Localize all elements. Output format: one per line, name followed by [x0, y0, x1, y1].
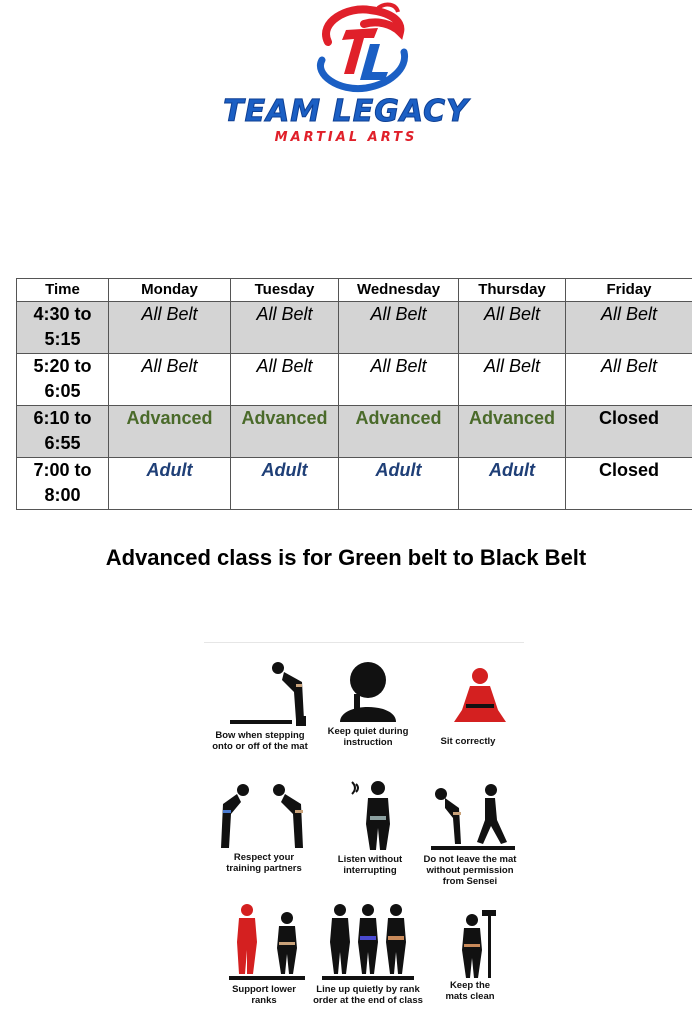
poster-divider: [204, 642, 524, 643]
advanced-class-note: Advanced class is for Green belt to Black Belt: [105, 545, 587, 570]
class-cell: Advanced: [459, 406, 566, 458]
class-cell: Adult: [459, 458, 566, 510]
time-start: 4:30 to: [33, 304, 92, 324]
header-time: Time: [17, 279, 109, 302]
caption-line: from Sensei: [442, 876, 498, 887]
class-cell: Adult: [231, 458, 339, 510]
time-start: 5:20 to: [33, 356, 92, 376]
caption-line: instruction: [343, 737, 393, 748]
class-cell: Advanced: [109, 406, 231, 458]
seated-figure-icon: [418, 664, 518, 730]
class-cell: All Belt: [339, 354, 459, 406]
time-end: 8:00: [44, 485, 81, 505]
caption-line: Respect your: [233, 852, 295, 863]
etiquette-rule-bow: [200, 660, 320, 752]
leaving-mat-icon: [415, 784, 525, 852]
header-wednesday: Wednesday: [339, 279, 459, 302]
time-slot: [17, 458, 109, 510]
caption-line: ranks: [251, 995, 277, 1006]
time-slot: [17, 406, 109, 458]
caption-line: Do not leave the mat: [423, 854, 517, 865]
caption-line: interrupting: [343, 865, 397, 876]
class-cell: All Belt: [231, 302, 339, 354]
class-cell: Advanced: [231, 406, 339, 458]
team-legacy-logo: [0, 0, 692, 150]
class-schedule-table: [16, 278, 692, 510]
logo-subtitle: MARTIAL ARTS: [274, 130, 418, 145]
bowing-figure-icon: [210, 660, 310, 728]
table-row: [17, 406, 692, 458]
support-figures-icon: [209, 902, 319, 982]
class-cell: All Belt: [231, 354, 339, 406]
caption-line: Listen without: [337, 854, 403, 865]
header-tuesday: Tuesday: [231, 279, 339, 302]
class-cell: Adult: [109, 458, 231, 510]
caption-line: onto or off of the mat: [212, 741, 308, 752]
caption-line: Keep the: [449, 980, 491, 991]
time-end: 6:55: [44, 433, 81, 453]
table-row: [17, 354, 692, 406]
header-thursday: Thursday: [459, 279, 566, 302]
class-cell: All Belt: [339, 302, 459, 354]
broom-figure-icon: [420, 906, 520, 978]
caption-line: order at the end of class: [313, 995, 423, 1006]
etiquette-rule-sit: [408, 664, 528, 747]
quiet-listener-icon: [318, 658, 418, 724]
class-cell: Adult: [339, 458, 459, 510]
schedule-header-row: [17, 279, 692, 302]
class-cell: All Belt: [459, 302, 566, 354]
class-cell: Advanced: [339, 406, 459, 458]
logo-title: TEAM LEGACY: [223, 94, 469, 129]
caption-line: mats clean: [445, 991, 495, 1002]
etiquette-rule-respect: [204, 780, 324, 874]
listening-figure-icon: [320, 778, 420, 852]
caption-line: Support lower: [232, 984, 296, 995]
etiquette-rule-clean: [410, 906, 530, 1002]
caption-line: without permission: [426, 865, 514, 876]
etiquette-rule-leave-mat: [410, 784, 530, 887]
time-slot: [17, 354, 109, 406]
time-start: 7:00 to: [33, 460, 92, 480]
class-cell: All Belt: [566, 354, 692, 406]
etiquette-rule-support: [204, 902, 324, 1006]
table-row: [17, 302, 692, 354]
caption-line: Bow when stepping: [215, 730, 305, 741]
header-friday: Friday: [566, 279, 692, 302]
time-end: 5:15: [44, 329, 81, 349]
caption-line: Line up quietly by rank: [316, 984, 420, 995]
caption-line: Sit correctly: [440, 736, 496, 747]
header-monday: Monday: [109, 279, 231, 302]
class-cell: All Belt: [109, 302, 231, 354]
team-legacy-tl-dragon-emblem-icon: [308, 2, 418, 94]
time-slot: [17, 302, 109, 354]
class-cell: All Belt: [566, 302, 692, 354]
class-cell: Closed: [566, 406, 692, 458]
caption-line: training partners: [226, 863, 302, 874]
time-start: 6:10 to: [33, 408, 92, 428]
time-end: 6:05: [44, 381, 81, 401]
partners-bowing-icon: [209, 780, 319, 850]
table-row: [17, 458, 692, 510]
caption-line: Keep quiet during: [327, 726, 409, 737]
class-cell: All Belt: [459, 354, 566, 406]
class-cell: All Belt: [109, 354, 231, 406]
class-cell: Closed: [566, 458, 692, 510]
